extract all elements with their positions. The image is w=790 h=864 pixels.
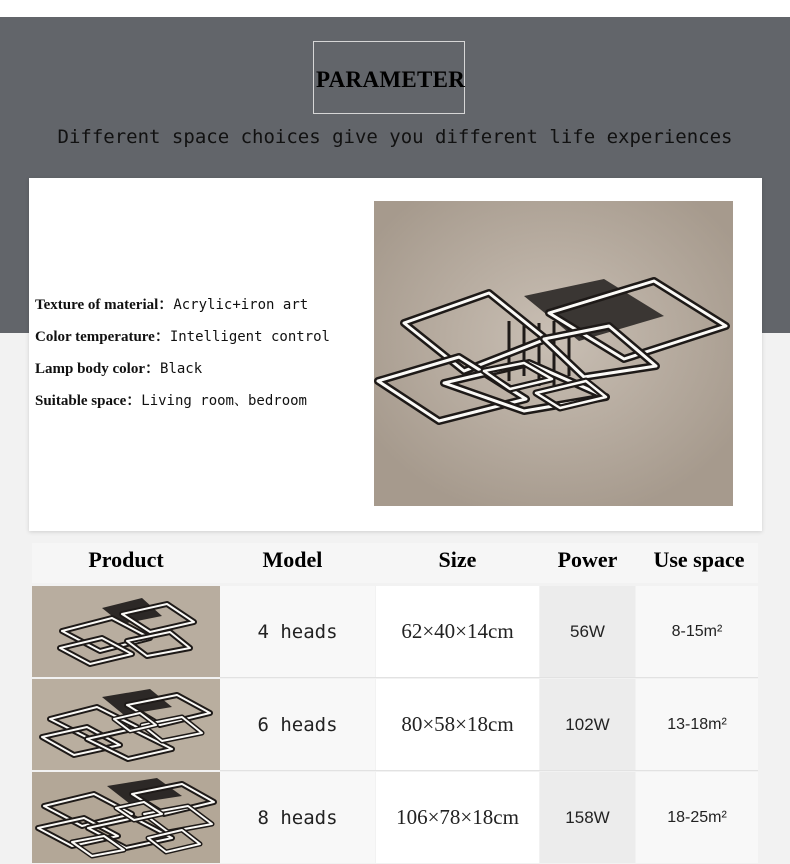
power-cell: 56W [540,586,635,677]
spec-value: Intelligent control [169,329,330,345]
page-title: PARAMETER [316,67,466,92]
power-cell: 102W [540,679,635,770]
page-subtitle: Different space choices give you different life experiences [57,126,733,148]
column-header-size: Size [438,547,477,572]
column-header-product: Product [88,547,164,572]
product-thumbnail [32,679,220,770]
product-thumbnail [32,586,220,677]
model-cell: 8 heads [220,772,375,863]
spec-label: Suitable space： [35,393,142,409]
size-cell: 80×58×18cm [376,679,539,770]
spec-body-color [35,357,202,378]
row-divider [220,770,758,771]
power-cell: 158W [540,772,635,863]
model-cell: 6 heads [220,679,375,770]
top-margin [0,0,790,17]
spec-label: Color temperature： [35,329,170,345]
size-cell: 62×40×14cm [376,586,539,677]
column-header-model: Model [262,547,323,572]
column-header-use-space: Use space [653,547,745,572]
size-cell: 106×78×18cm [376,772,539,863]
spec-value: Acrylic+iron art [173,297,309,313]
model-cell: 4 heads [220,586,375,677]
spec-label: Lamp body color： [35,361,161,377]
six-heads-lamp-image [32,679,220,770]
product-thumbnail [32,772,220,863]
spec-label: Texture of material： [35,297,174,313]
eight-heads-lamp-image [32,772,220,863]
row-divider [220,677,758,678]
use-space-cell: 13-18m² [636,679,758,770]
use-space-cell: 8-15m² [636,586,758,677]
ceiling-lamp-illustration [374,201,733,506]
spec-suitable-space [35,389,307,410]
four-heads-lamp-image [32,586,220,677]
spec-value: Black [160,361,203,377]
spec-color-temperature [35,325,330,346]
spec-value: Living room、bedroom [141,393,307,409]
column-header-power: Power [557,547,618,572]
use-space-cell: 18-25m² [636,772,758,863]
spec-material [35,293,308,314]
product-photo [374,201,733,506]
